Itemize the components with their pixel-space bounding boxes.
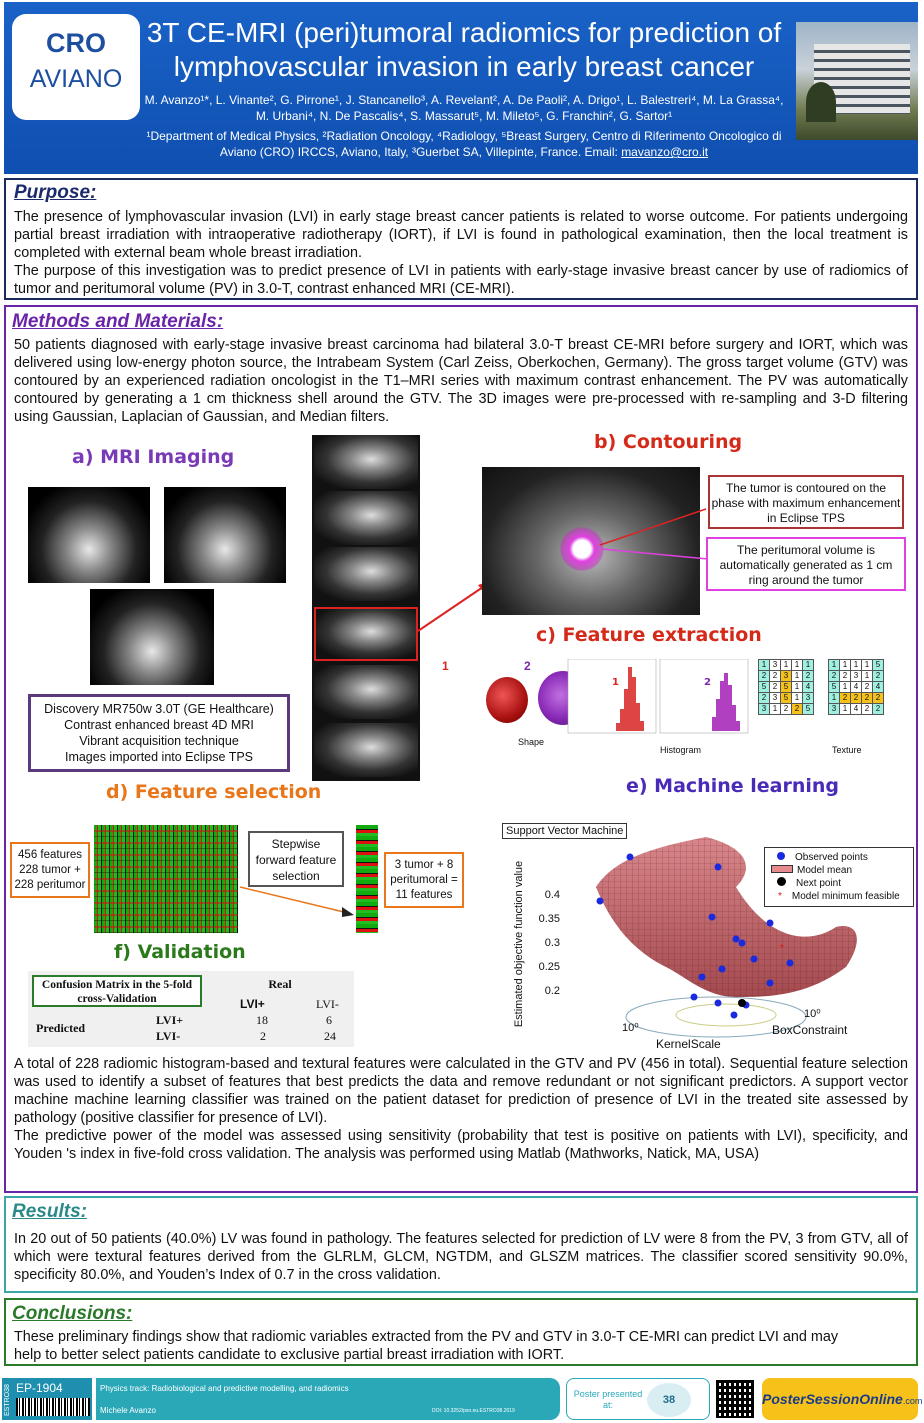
mri-slice bbox=[314, 665, 418, 719]
texture-cell: 5 bbox=[781, 682, 792, 693]
mri-image-1 bbox=[28, 487, 150, 583]
texture-cell: 3 bbox=[851, 671, 862, 682]
header-banner bbox=[4, 2, 918, 174]
mri-slice bbox=[314, 547, 418, 601]
texture-cell: 1 bbox=[840, 704, 851, 715]
mri-slice bbox=[314, 491, 418, 545]
texture-cell: 4 bbox=[803, 682, 814, 693]
purpose-section bbox=[4, 178, 918, 300]
legend-observed bbox=[769, 851, 909, 864]
texture-cell: 2 bbox=[840, 693, 851, 704]
purpose-paragraph-1: The presence of lymphovascular invasion (LVI) in early stage breast cancer patients is related to worse outcome. For patients undergoing partial breast irradiation with intraoperative radiotherapy (IORT), if LVI is found in pathological examination, then the local treatment is completed with external beam whole breast irradiation. bbox=[14, 209, 908, 261]
texture-matrix-1 bbox=[758, 659, 814, 715]
results-section bbox=[4, 1196, 918, 1293]
mri-box-line-1: Discovery MR750w 3.0T (GE Healthcare) bbox=[44, 702, 274, 716]
texture-cell: 5 bbox=[873, 660, 884, 671]
authors: M. Avanzo¹*, L. Vinante², G. Pirrone¹, J. Stancanello³, A. Revelant², A. De Paoli², A. Drigo¹, L. Balestreri⁴, M. La Grassa⁴, M. Urbani⁴, N. De Pascalis⁴, S. Massarut⁵, M. Mileto⁵, G. Franchin², G. Sartor¹ bbox=[144, 93, 784, 123]
footer-doi: DOI: 10.3252/pso.eu.ESTRO38.2019 bbox=[432, 1408, 515, 1414]
confusion-title: Confusion Matrix in the 5-fold cross-Validation bbox=[32, 975, 202, 1007]
histogram-plots bbox=[564, 659, 754, 739]
texture-cell: 1 bbox=[829, 660, 840, 671]
peritumoral-note-box: The peritumoral volume is automatically generated as 1 cm ring around the tumor bbox=[706, 537, 906, 591]
confusion-col-lvi-neg: LVI- bbox=[316, 997, 339, 1011]
svg-text:1: 1 bbox=[612, 677, 619, 688]
texture-cell: 1 bbox=[829, 693, 840, 704]
texture-cell: 1 bbox=[792, 682, 803, 693]
methods-title: Methods and Materials: bbox=[12, 311, 224, 332]
methods-text-2 bbox=[14, 1055, 908, 1163]
estro38-badge: 38 bbox=[647, 1383, 691, 1417]
methods-paragraph-3: The predictive power of the model was assessed using sensitivity (probability that test is positive on patients with LVI), specificity, and Youden 's index in five-fold cross validation. The analysis was performed using Matlab (Mathworks, Natick, MA, USA) bbox=[14, 1128, 908, 1162]
texture-cell: 1 bbox=[770, 704, 781, 715]
confusion-real-header: Real bbox=[268, 977, 292, 991]
histogram-caption: Histogram bbox=[660, 745, 702, 755]
svm-y-tick: 0.35 bbox=[538, 913, 560, 925]
legend-min-feasible: * Model minimum feasible bbox=[778, 891, 900, 902]
svm-legend bbox=[764, 847, 914, 907]
confusion-cell: 18 bbox=[256, 1013, 268, 1027]
mri-slice-selected bbox=[314, 607, 418, 661]
footer-info-panel bbox=[96, 1378, 560, 1420]
postersessiononline-logo[interactable] bbox=[762, 1378, 923, 1420]
texture-cell: 1 bbox=[840, 682, 851, 693]
texture-cell: 2 bbox=[862, 682, 873, 693]
texture-cell: 2 bbox=[873, 704, 884, 715]
mri-image-3 bbox=[90, 589, 214, 685]
selection-arrow bbox=[238, 883, 358, 923]
legend-next-point-text: Next point bbox=[796, 878, 842, 889]
feature-heatmap bbox=[94, 825, 238, 933]
texture-cell: 2 bbox=[803, 671, 814, 682]
mri-acquisition-box bbox=[28, 694, 290, 772]
texture-cell: 1 bbox=[792, 671, 803, 682]
selected-features-box: 3 tumor + 8 peritumoral = 11 features bbox=[384, 852, 464, 908]
texture-cell: 2 bbox=[759, 671, 770, 682]
svm-y-tick: 0.4 bbox=[544, 889, 560, 901]
texture-cell: 2 bbox=[792, 704, 803, 715]
methods-section bbox=[4, 305, 918, 1193]
contouring-label: b) Contouring bbox=[594, 431, 743, 453]
texture-cell: 5 bbox=[803, 704, 814, 715]
texture-cell: 3 bbox=[803, 693, 814, 704]
texture-caption: Texture bbox=[832, 745, 862, 755]
svm-y-tick: 0.2 bbox=[544, 985, 560, 997]
mri-slice bbox=[314, 435, 418, 489]
texture-cell: 5 bbox=[781, 693, 792, 704]
validation-label: f) Validation bbox=[114, 941, 246, 963]
texture-cell: 1 bbox=[792, 693, 803, 704]
building-photo bbox=[796, 22, 918, 140]
svm-title-box: Support Vector Machine bbox=[502, 823, 627, 839]
feature-selection-label: d) Feature selection bbox=[106, 781, 322, 803]
confusion-col-lvi-pos: LVI+ bbox=[240, 997, 265, 1011]
texture-cell: 3 bbox=[829, 704, 840, 715]
svm-y-tick: 0.25 bbox=[538, 961, 560, 973]
svm-y-ticks bbox=[534, 883, 560, 1003]
presented-at-text: Poster presented at: bbox=[573, 1389, 643, 1410]
stepwise-box: Stepwise forward feature selection bbox=[248, 831, 344, 887]
conclusions-title: Conclusions: bbox=[12, 1303, 133, 1324]
poster-title: 3T CE-MRI (peri)tumoral radiomics for prediction of lymphovascular invasion in early breast cancer bbox=[146, 17, 782, 82]
texture-cell: 2 bbox=[873, 671, 884, 682]
brand-text: PosterSessionOnline bbox=[762, 1391, 903, 1407]
legend-next-point bbox=[769, 877, 909, 890]
texture-cell: 2 bbox=[770, 671, 781, 682]
texture-cell: 1 bbox=[781, 660, 792, 671]
svm-z-tick: 10⁰ bbox=[804, 1008, 821, 1020]
texture-cell: 5 bbox=[759, 682, 770, 693]
texture-cell: 1 bbox=[862, 660, 873, 671]
mri-image-2 bbox=[164, 487, 286, 583]
svm-y-label: Estimated objective function value bbox=[513, 860, 525, 1028]
presented-at-panel bbox=[566, 1378, 710, 1420]
mri-imaging-label: a) MRI Imaging bbox=[72, 446, 235, 468]
tumor-note-box: The tumor is contoured on the phase with maximum enhancement in Eclipse TPS bbox=[708, 475, 904, 529]
footer-author: Michele Avanzo bbox=[100, 1406, 156, 1415]
purpose-title: Purpose: bbox=[14, 182, 97, 203]
barcode bbox=[16, 1398, 90, 1416]
texture-cell: 5 bbox=[829, 682, 840, 693]
tumor-shape-render bbox=[486, 677, 528, 723]
mri-box-line-4: Images imported into Eclipse TPS bbox=[64, 750, 254, 764]
texture-cell: 1 bbox=[759, 660, 770, 671]
selected-features-strip bbox=[356, 825, 378, 933]
brand-suffix: .com bbox=[902, 1396, 923, 1406]
texture-cell: 1 bbox=[862, 671, 873, 682]
mri-box-line-3: Vibrant acquisition technique bbox=[79, 734, 239, 748]
machine-learning-label: e) Machine learning bbox=[626, 775, 839, 797]
texture-cell: 3 bbox=[759, 704, 770, 715]
cro-logo bbox=[12, 14, 140, 120]
logo-line1: CRO bbox=[46, 28, 106, 58]
mri-slice bbox=[314, 723, 418, 777]
email-link[interactable]: mavanzo@cro.it bbox=[621, 145, 709, 159]
affiliations bbox=[144, 128, 784, 160]
footer bbox=[0, 1372, 924, 1423]
legend-observed-text: Observed points bbox=[795, 852, 868, 863]
svm-x-tick: 10⁰ bbox=[622, 1022, 639, 1034]
conclusions-section bbox=[4, 1298, 918, 1366]
texture-cell: 4 bbox=[873, 682, 884, 693]
footer-side-label: ESTRO38 bbox=[4, 1384, 11, 1416]
shape-caption: Shape bbox=[518, 737, 545, 747]
texture-cell: 3 bbox=[781, 671, 792, 682]
texture-cell: 1 bbox=[851, 660, 862, 671]
texture-cell: 1 bbox=[840, 660, 851, 671]
purpose-paragraph-2: The purpose of this investigation was to predict presence of LVI in patients with early-stage invasive breast cancer by use of radiomics of tumor and peritumoral volume (PV) in 3.0-T, contrast enhanced MRI (CE-MRI). bbox=[14, 263, 908, 297]
feature-extraction-label: c) Feature extraction bbox=[536, 624, 762, 646]
confusion-row-lvi-neg: LVI- bbox=[156, 1029, 181, 1043]
texture-cell: 2 bbox=[840, 671, 851, 682]
texture-cell: 1 bbox=[803, 660, 814, 671]
texture-cell: 2 bbox=[829, 671, 840, 682]
svm-y-axis bbox=[506, 852, 525, 1038]
texture-cell: 4 bbox=[851, 682, 862, 693]
texture-cell: 3 bbox=[770, 660, 781, 671]
mri-box-line-2: Contrast enhanced breast 4D MRI bbox=[64, 718, 254, 732]
texture-cell: 2 bbox=[759, 693, 770, 704]
texture-cell: 4 bbox=[851, 704, 862, 715]
affiliations-text: ¹Department of Medical Physics, ²Radiation Oncology, ⁴Radiology, ⁵Breast Surgery, Centro di Riferimento Oncologico di Aviano (CRO) IRCCS, Aviano, Italy, ³Guerbet SA, Villepinte, France. Email: bbox=[146, 129, 782, 159]
footer-track: Physics track: Radiobiological and predictive modelling, and radiomics bbox=[100, 1384, 349, 1393]
texture-cell: 2 bbox=[862, 704, 873, 715]
legend-model-mean-text: Model mean bbox=[797, 865, 853, 876]
texture-cell: 1 bbox=[792, 660, 803, 671]
confusion-cell: 24 bbox=[324, 1029, 336, 1043]
texture-cell: 2 bbox=[873, 693, 884, 704]
svg-text:*: * bbox=[780, 943, 784, 954]
svm-z-label: BoxConstraint bbox=[772, 1023, 848, 1037]
shape-label-1: 1 bbox=[442, 659, 449, 673]
poster-code: EP-1904 bbox=[16, 1381, 63, 1395]
svg-text:2: 2 bbox=[704, 677, 711, 688]
confusion-cell: 6 bbox=[326, 1013, 332, 1027]
note-arrows bbox=[596, 507, 716, 563]
results-text: In 20 out of 50 patients (40.0%) LV was found in pathology. The features selected for prediction of LV were 8 from the PV, 3 from GTV, all of which were textural features derived from the GLRLM, GLCM, NGTDM, and GLSZM matrices. The classifier scored sensitivity 90.0%, specificity 80.0%, and Youden’s Index of 0.7 in the cross validation. bbox=[14, 1231, 908, 1283]
texture-cell: 2 bbox=[862, 693, 873, 704]
confusion-row-lvi-pos: LVI+ bbox=[156, 1013, 184, 1027]
texture-cell: 2 bbox=[851, 693, 862, 704]
purpose-text bbox=[14, 208, 908, 298]
legend-model-mean bbox=[769, 864, 909, 877]
footer-code-panel bbox=[2, 1378, 92, 1420]
shape-label-2: 2 bbox=[524, 659, 531, 673]
logo-line2: AVIANO bbox=[29, 65, 123, 93]
confusion-matrix bbox=[28, 971, 354, 1047]
texture-cell: 3 bbox=[770, 693, 781, 704]
features-box: 456 features 228 tumor + 228 peritumor bbox=[10, 842, 90, 898]
mri-series-strip bbox=[312, 435, 420, 781]
texture-cell: 2 bbox=[770, 682, 781, 693]
methods-paragraph-1: 50 patients diagnosed with early-stage invasive breast carcinoma had bilateral 3.0-T breast CE-MRI before surgery and IORT, which was delivered using low-energy photon source, the Intrabeam System (Carl Zeiss, Oberkochen, Germany). The gross target volume (GTV) was contoured by an experienced radiation oncologist in the T1–MRI series with maximum contrast enhancement. The PV was automatically contoured by generating a 1 cm thickness shell around the GTV. The 3D images were pre-processed with re-sampling and 3-D filtering using Gaussian, Laplacian of Gaussian, and Median filters. bbox=[14, 337, 908, 425]
legend-min-feasible-text: Model minimum feasible bbox=[791, 891, 900, 902]
svm-y-tick: 0.3 bbox=[544, 937, 560, 949]
confusion-predicted: Predicted bbox=[36, 1021, 86, 1035]
texture-matrix-2 bbox=[828, 659, 884, 715]
conclusions-text: These preliminary findings show that radiomic variables extracted from the PV and GTV in 3.0-T CE-MRI can predict LVI and may help to better select patients candidate to exclusive partial breast irradiation with IORT. bbox=[14, 1329, 839, 1363]
methods-paragraph-2: A total of 228 radiomic histogram-based and textural features were calculated in the GTV and PV (456 in total). Sequential feature selection was used to identify a subset of features that best predicts the data and remove redundant or not significant predictors. A support vector machine machine learning classifier was trained on the patient dataset for prediction of presence of LVI in the treated site assessed by pathology (positive classifier for presence of LVI). bbox=[14, 1056, 908, 1126]
svm-x-label: KernelScale bbox=[656, 1037, 721, 1051]
qr-code[interactable] bbox=[716, 1380, 754, 1418]
texture-cell: 2 bbox=[781, 704, 792, 715]
confusion-cell: 2 bbox=[260, 1029, 266, 1043]
results-title: Results: bbox=[12, 1201, 87, 1222]
